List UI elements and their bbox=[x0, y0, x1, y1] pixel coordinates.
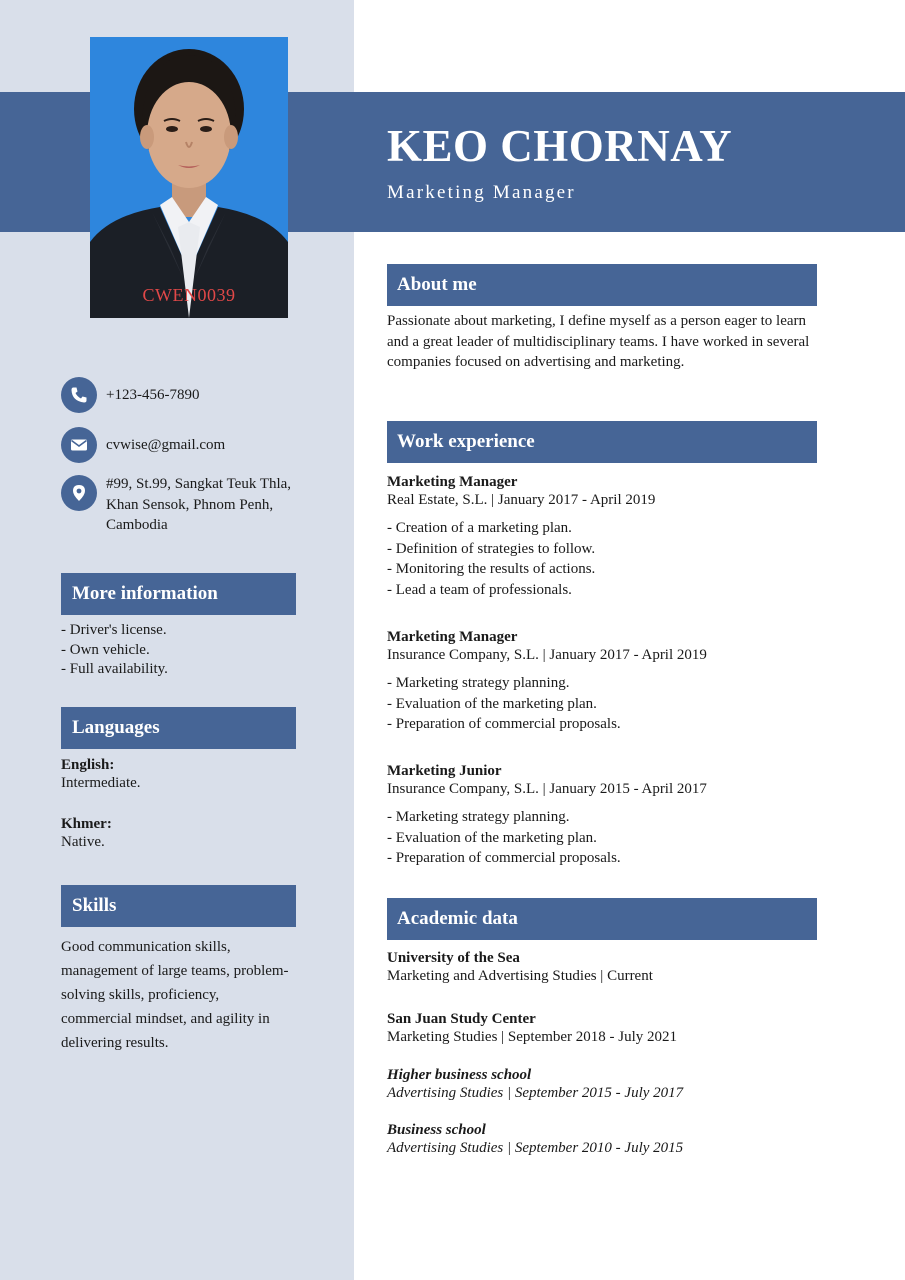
education-entry bbox=[387, 1010, 827, 1046]
list-item: - Evaluation of the marketing plan. bbox=[387, 695, 597, 712]
candidate-name: KEO CHORNAY bbox=[387, 121, 733, 171]
language-level: Intermediate. bbox=[61, 775, 141, 791]
skills-heading: Skills bbox=[61, 885, 296, 927]
photo-watermark: CWEN0039 bbox=[142, 285, 236, 305]
about-line: companies focused on advertising and marketing. bbox=[387, 354, 685, 370]
skills-line: management of large teams, problem- bbox=[61, 963, 289, 979]
job-title: Marketing Manager bbox=[387, 474, 518, 490]
job-entry bbox=[387, 473, 827, 600]
list-item: - Own vehicle. bbox=[61, 641, 150, 658]
contact-address bbox=[61, 475, 301, 545]
job-title: Marketing Manager bbox=[387, 629, 518, 645]
work-heading: Work experience bbox=[387, 421, 817, 463]
school-name: Business school bbox=[387, 1122, 486, 1138]
address-line: Cambodia bbox=[106, 517, 168, 533]
education-entry bbox=[387, 1121, 827, 1157]
school-detail: Marketing Studies | September 2018 - July 2021 bbox=[387, 1029, 678, 1045]
skills-line: solving skills, proficiency, bbox=[61, 987, 220, 1003]
list-item: - Definition of strategies to follow. bbox=[387, 540, 596, 557]
education-entry bbox=[387, 1066, 827, 1102]
language-item bbox=[61, 756, 141, 792]
skills-line: commercial mindset, and agility in bbox=[61, 1011, 270, 1027]
candidate-role: Marketing Manager bbox=[387, 182, 576, 203]
address-line: Khan Sensok, Phnom Penh, bbox=[106, 496, 274, 513]
list-item: - Driver's license. bbox=[61, 622, 167, 638]
list-item: - Full availability. bbox=[61, 661, 168, 677]
skills-line: delivering results. bbox=[61, 1035, 169, 1051]
phone-icon bbox=[61, 377, 97, 413]
address-line: #99, St.99, Sangkat Teuk Thla, bbox=[106, 476, 292, 492]
about-line: Passionate about marketing, I define myself as a person eager to learn bbox=[387, 313, 807, 329]
skills-line: Good communication skills, bbox=[61, 939, 231, 955]
address-text bbox=[106, 474, 291, 536]
list-item: - Marketing strategy planning. bbox=[387, 675, 570, 691]
languages-heading: Languages bbox=[61, 707, 296, 749]
mail-icon bbox=[61, 427, 97, 463]
about-text bbox=[387, 311, 827, 373]
school-name: San Juan Study Center bbox=[387, 1011, 536, 1027]
job-company: Insurance Company, S.L. | January 2015 - April 2017 bbox=[387, 781, 707, 797]
list-item: - Marketing strategy planning. bbox=[387, 809, 570, 825]
about-heading: About me bbox=[387, 264, 817, 306]
language-name: Khmer: bbox=[61, 816, 112, 832]
job-entry bbox=[387, 628, 827, 735]
profile-photo bbox=[90, 37, 288, 318]
email-text: cvwise@gmail.com bbox=[106, 437, 226, 453]
list-item: - Monitoring the results of actions. bbox=[387, 561, 596, 577]
more-info-list bbox=[61, 621, 168, 680]
job-entry bbox=[387, 762, 827, 869]
location-pin-icon bbox=[61, 475, 97, 511]
phone-text: +123-456-7890 bbox=[106, 387, 200, 403]
job-title: Marketing Junior bbox=[387, 763, 502, 779]
language-level: Native. bbox=[61, 834, 105, 850]
school-detail: Marketing and Advertising Studies | Current bbox=[387, 968, 653, 984]
list-item: - Preparation of commercial proposals. bbox=[387, 850, 621, 866]
job-company: Real Estate, S.L. | January 2017 - April 2019 bbox=[387, 492, 656, 508]
list-item: - Creation of a marketing plan. bbox=[387, 520, 572, 536]
academic-heading: Academic data bbox=[387, 898, 817, 940]
school-detail: Advertising Studies | September 2010 - July 2015 bbox=[387, 1140, 684, 1156]
list-item: - Evaluation of the marketing plan. bbox=[387, 829, 597, 846]
language-item bbox=[61, 815, 112, 851]
contact-email bbox=[61, 427, 301, 463]
contact-phone bbox=[61, 377, 301, 413]
education-entry bbox=[387, 949, 827, 985]
job-company: Insurance Company, S.L. | January 2017 - April 2019 bbox=[387, 647, 707, 663]
list-item: - Lead a team of professionals. bbox=[387, 581, 572, 598]
school-name: Higher business school bbox=[387, 1067, 532, 1083]
school-detail: Advertising Studies | September 2015 - July 2017 bbox=[387, 1085, 684, 1101]
skills-text bbox=[61, 935, 306, 1055]
school-name: University of the Sea bbox=[387, 950, 520, 966]
list-item: - Preparation of commercial proposals. bbox=[387, 716, 621, 732]
about-line: and a great leader of multidisciplinary teams. I have worked in several bbox=[387, 333, 810, 350]
language-name: English: bbox=[61, 757, 115, 773]
more-info-heading: More information bbox=[61, 573, 296, 615]
